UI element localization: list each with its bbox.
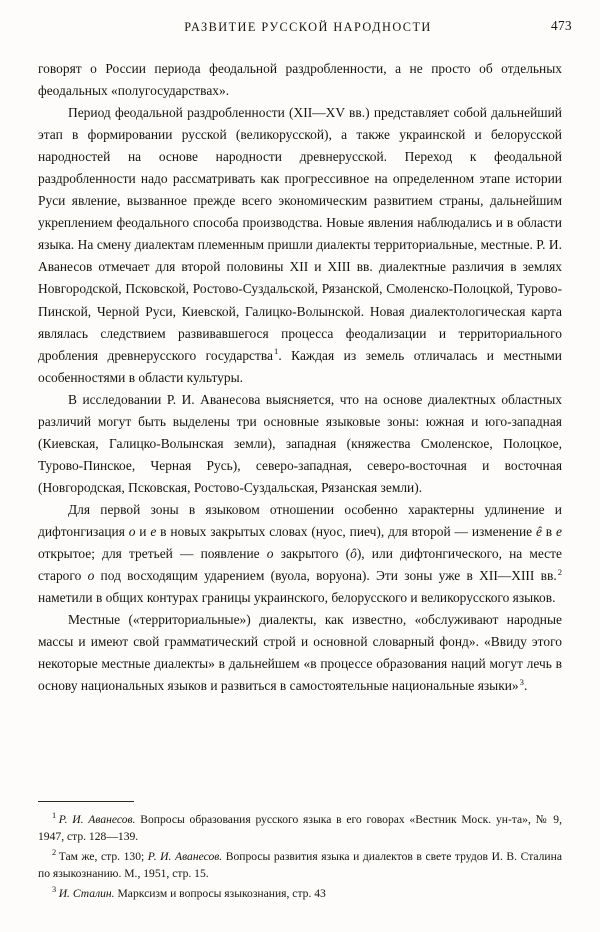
footnote-author: Р. И. Аванесов.	[58, 812, 136, 826]
footnote-text: Марксизм и вопросы языкознания, стр. 43	[117, 886, 326, 900]
paragraph: Период феодальной раздробленности (XII—XV вв.) представляет собой дальнейший этап в формировании русской (великорусской), а также украинской и белорусской народностей на основе народности древнерусской. Переход к феодальной раздробленности надо рассматривать как прогрессивное на определенном этапе истории Руси явление, вызванное прежде всего экономическим развитием страны, дальнейшим укреплением феодального способа производства. Новые явления наблюдались и в области языка. На смену диалектам племенным пришли диалекты территориальные, местные. Р. И. Аванесов отмечает для второй половины XII и XIII вв. диалектные различия в землях Новгородской, Псковской, Ростово-Суздальской, Рязанской, Смоленско-Полоцкой, Турово-Пинской, Черной Руси, Киевской, Галицко-Волынской. Новая диалектологическая карта являлась следствием развивавшегося процесса феодализации и территориального дробления древнерусского государства$^1$. Каждая из земель отличалась и местными особенностями в области культуры.	[38, 105, 562, 385]
paragraph: В исследовании Р. И. Аванесова выясняется, что на основе диалектных областных различий могут быть выделены три основные языковые зоны: южная и юго-западная (Киевская, Галицко-Волынская земли), западная (княжества Смоленское, Полоцкое, Турово-Пинское, Черная Русь), северо-западная, северо-восточная и восточная (Новгородская, Псковская, Ростово-Суздальская, Рязанская земли).	[38, 391, 562, 495]
body-text-column	[38, 58, 562, 697]
footnote-marker: 2	[52, 847, 57, 857]
paragraph: Местные («территориальные») диалекты, как известно, «обслуживают народные массы и имеют свой грамматический строй и основной словарный фонд». «Ввиду этого некоторые местные диалекты» в дальнейшем «в процессе образования наций могут лечь в основу национальных языков и развиться в самостоятельные национальные языки»$^3$.	[38, 612, 562, 694]
footnote-marker: 3	[52, 884, 57, 894]
footnote	[38, 848, 562, 883]
footnote-marker: 1	[52, 811, 57, 821]
footnote-author: И. Сталин.	[58, 886, 115, 900]
footnote	[38, 885, 562, 902]
footnote-text: Вопросы образования русского языка в его говорах «Вестник Моск. ун-та», № 9, 1947, стр. 128—139.	[38, 812, 562, 844]
page-number: 473	[551, 18, 572, 33]
footnote-separator	[38, 801, 134, 802]
footnote-text: Там же, стр. 130; Р. И. Аванесов. Вопросы развития языка и диалектов в свете трудов И. В. Сталина по языкознанию. М., 1951, стр. 15.	[38, 849, 562, 881]
footnotes	[38, 801, 562, 904]
paragraph: Для первой зоны в языковом отношении особенно характерны удлинение и дифтонгизация о и е в новых закрытых словах (нуос, пиеч), для второй — изменение ê в е открытое; для третьей — появление о закрытого (ô), или дифтонгического, на месте старого о под восходящим ударением (вуола, воруона). Эти зоны уже в XII—XIII вв.$^2$ наметили в общих контурах границы украинского, белорусского и великорусского языков.	[38, 501, 562, 606]
running-head-title: РАЗВИТИЕ РУССКОЙ НАРОДНОСТИ	[184, 20, 432, 34]
paragraph: говорят о России периода феодальной раздробленности, а не просто об отдельных феодальных «полугосударствах».	[38, 61, 562, 99]
running-head	[56, 20, 560, 35]
footnote	[38, 811, 562, 846]
